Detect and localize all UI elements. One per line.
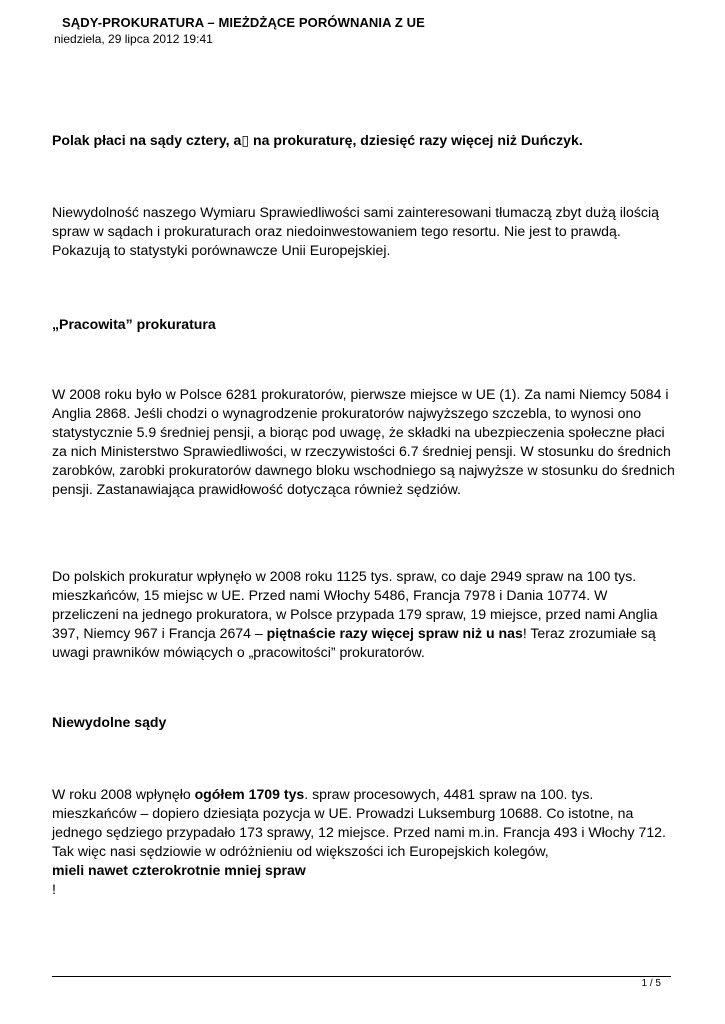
section-heading-sady: Niewydolne sądy [52,714,167,730]
paragraph-text: Do polskich prokuratur wpłynęło w 2008 roku 1125 tys. spraw, co daje 2949 spraw na 100 tys. mieszkańców, 15 miejsc w UE. Przed nami Włochy 5486, Francja 7978 i Dania 10774. W przeliczeni na jednego prokuratora, w Polsce przypada 179 spraw, 19 miejsce, przed nami Anglia 397, Niemcy 967 i Francja 2674 – [52,568,658,641]
emphasis-text: piętnaście razy więcej spraw niż u nas [266,625,523,641]
footer-divider [52,976,671,977]
document-date: niedziela, 29 lipca 2012 19:41 [54,32,213,46]
lead-heading: Polak płaci na sądy cztery, a▯ na prokuraturę, dziesięć razy więcej niż Duńczyk. [52,132,583,148]
sady-paragraph [52,785,677,899]
prokuratura-paragraph-1: W 2008 roku było w Polsce 6281 prokuratorów, pierwsze miejsce w UE (1). Za nami Niemcy 5084 i Anglia 2868. Jeśli chodzi o wynagrodzenie prokuratorów najwyższego szczebla, to wynosi ono statystycznie 5.9 średniej pensji, a biorąc pod uwagę, że składki na ubezpieczenia społeczne płaci za nich Ministerstwo Sprawiedliwości, w rzeczywistości 6.7 średniej pensji. W stosunku do średnich zarobków, zarobki prokuratorów dawnego bloku wschodniego są najwyższe w stosunku do średnich pensji. Zastanawiająca prawidłowość dotycząca również sędziów. [52,386,675,497]
paragraph-text: ! Teraz zrozumiałe są uwagi prawników mówiących o „pracowitości” prokuratorów. [52,625,656,660]
section-heading-prokuratura: „Pracowita” prokuratura [52,316,216,332]
paragraph-text: W roku 2008 wpłynęło [52,786,195,802]
page-number: 1 / 5 [641,978,661,989]
intro-paragraph: Niewydolność naszego Wymiaru Sprawiedliwości sami zainteresowani tłumaczą zbyt dużą ilością spraw w sądach i prokuraturach oraz niedoinwestowaniem tego resortu. Nie jest to prawdą. Pokazują to statystyki porównawcze Unii Europejskiej. [52,204,659,258]
paragraph-text: ! [52,881,56,897]
emphasis-text: ogółem 1709 tys [194,786,305,802]
document-title: SĄDY-PROKURATURA – MIEŻDŻĄCE PORÓWNANIA Z UE [62,15,425,30]
emphasis-text: mieli nawet czterokrotnie mniej spraw [52,862,306,878]
prokuratura-paragraph-2 [52,567,677,662]
paragraph-text: . spraw procesowych, 4481 spraw na 100. tys. mieszkańców – dopiero dziesiąta pozycja w UE. Prowadzi Luksemburg 10688. Co istotne, na jednego sędziego przypadało 173 sprawy, 12 miejsce. Przed nami m.in. Francja 493 i Włochy 712. Tak więc nasi sędziowie w odróżnieniu od większości ich Europejskich kolegów, [52,786,666,859]
